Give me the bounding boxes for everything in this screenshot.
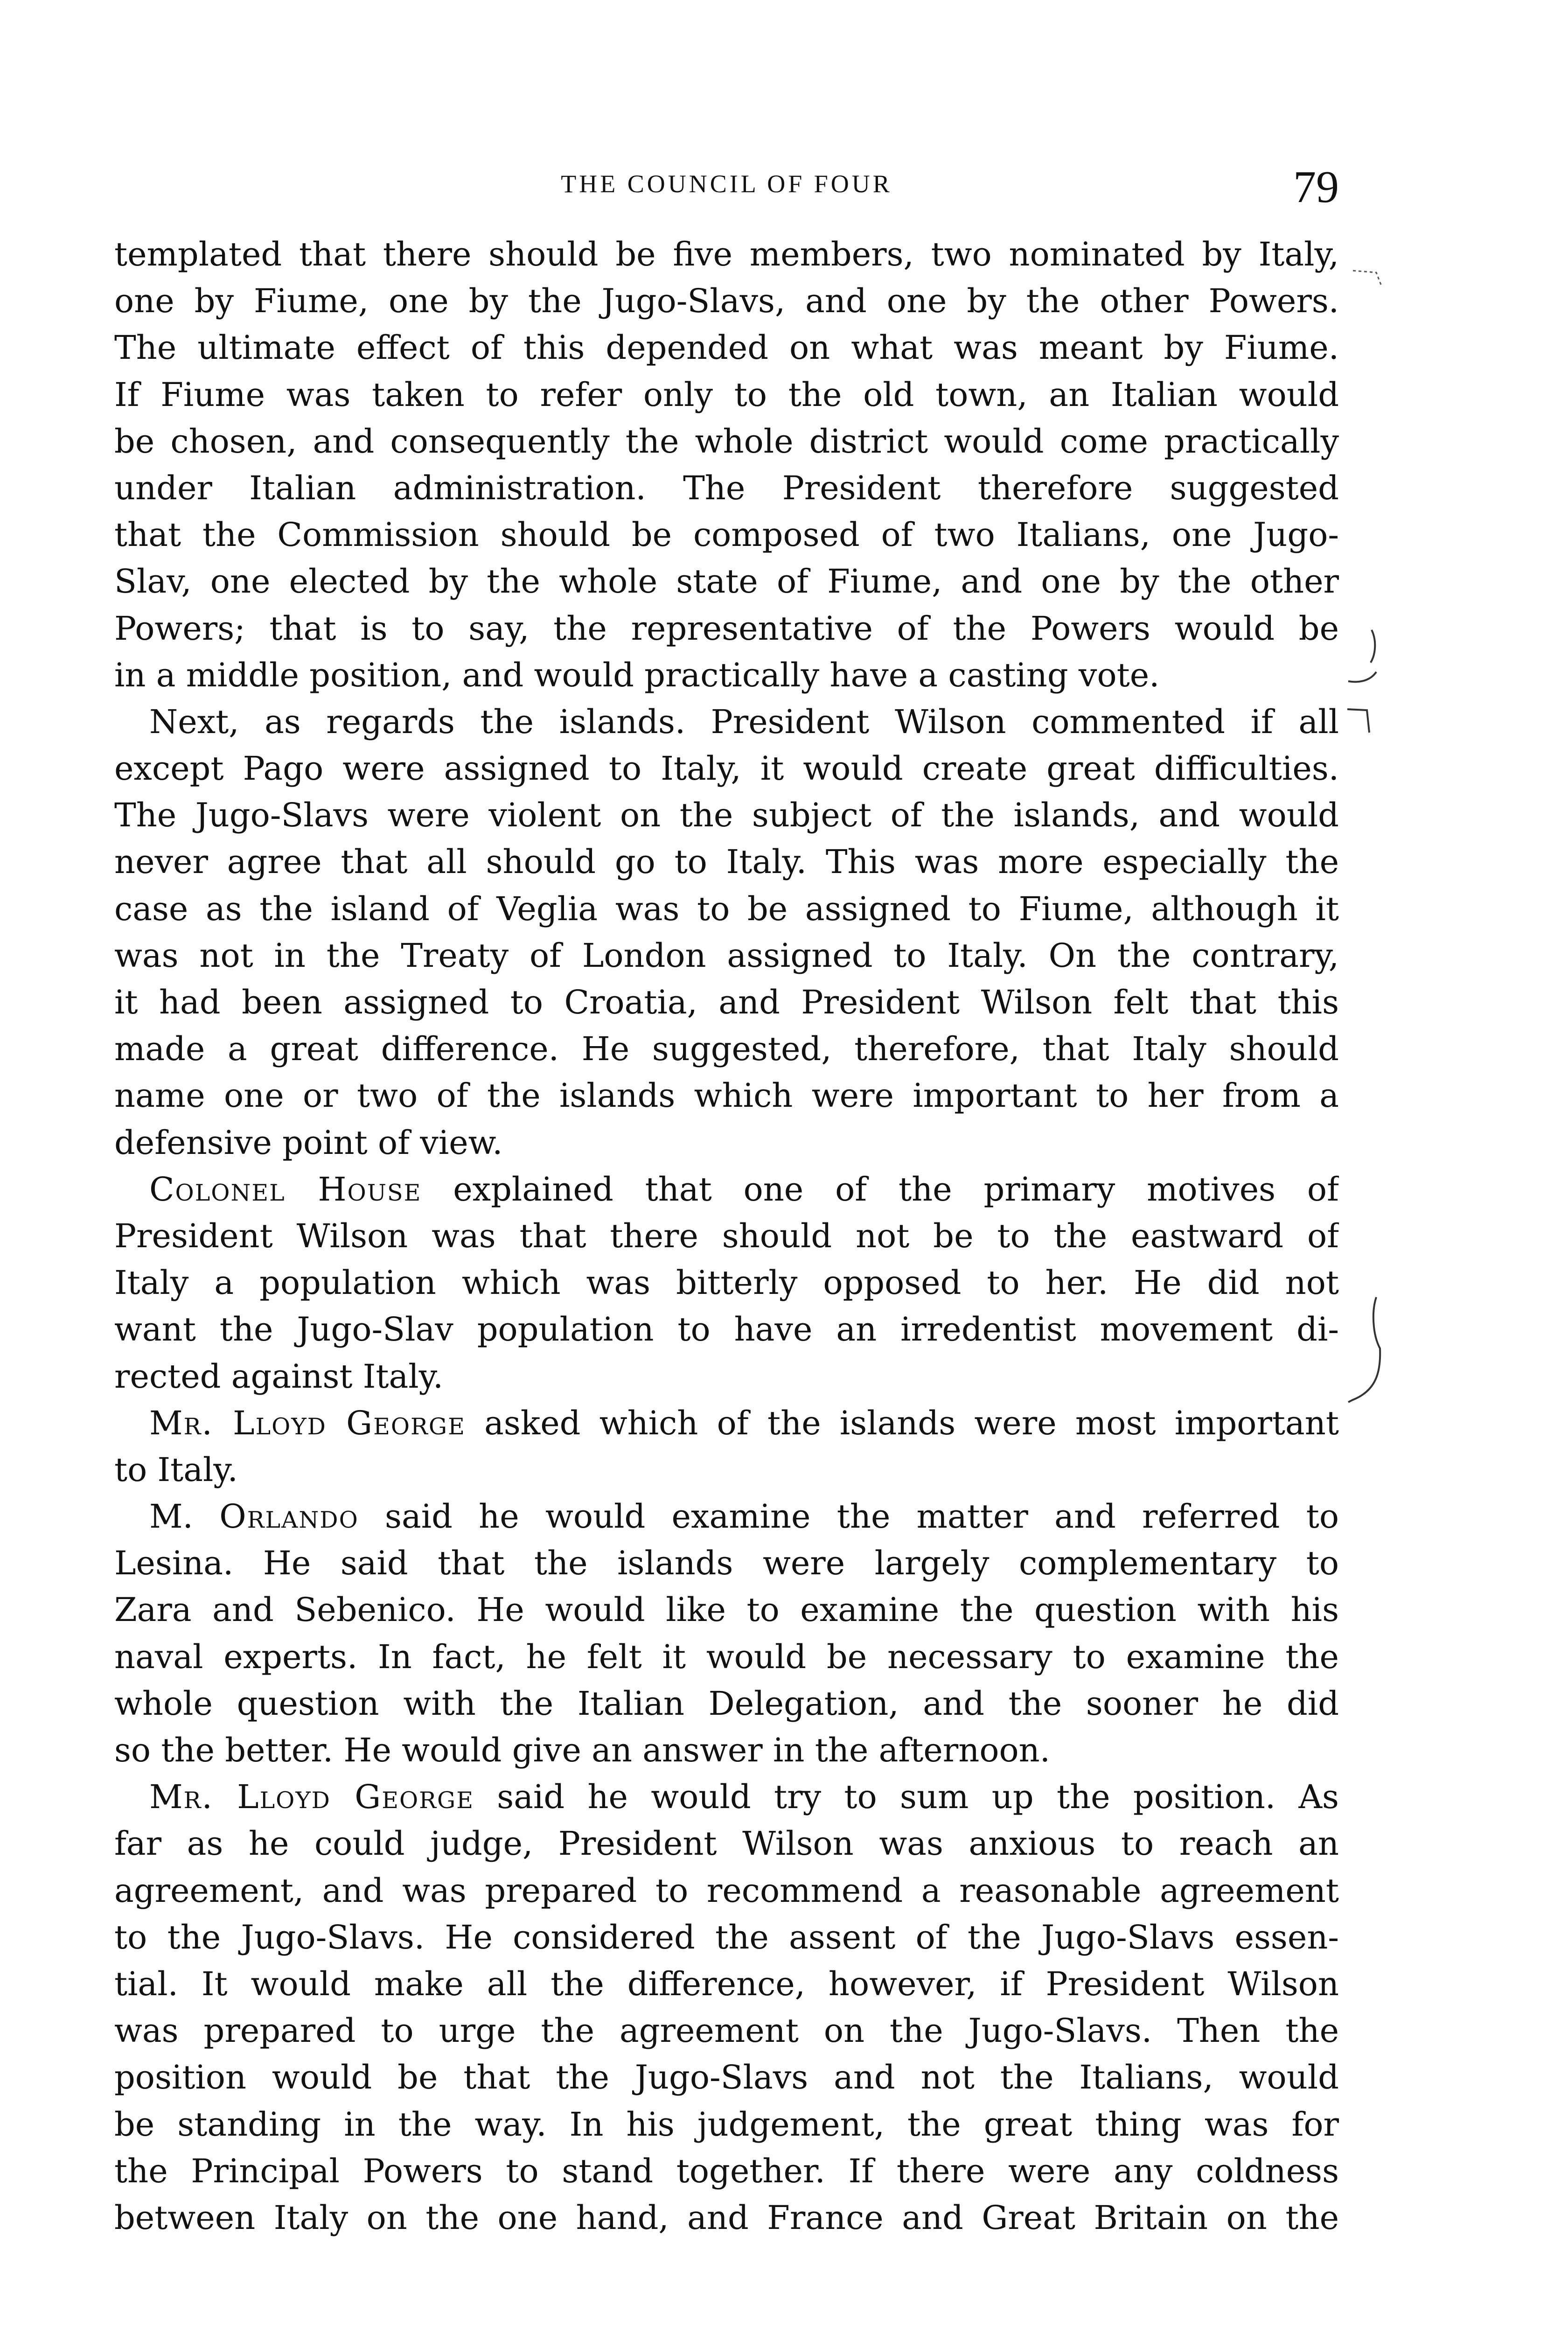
text-line: President Wilson was that there should not be to the eastward of bbox=[114, 1216, 1339, 1255]
text-line: defensive point of view. bbox=[114, 1123, 503, 1162]
text-line: far as he could judge, President Wilson was anxious to reach an bbox=[114, 1824, 1339, 1863]
text-line: under Italian administration. The President therefore suggested bbox=[114, 468, 1339, 507]
text-line: Italy a population which was bitterly opposed to her. He did not bbox=[114, 1264, 1339, 1302]
text-line: templated that there should be five members, two nominated by Italy, bbox=[114, 235, 1339, 273]
text-line: to the Jugo-Slavs. He considered the assent of the Jugo-Slavs essen- bbox=[114, 1918, 1339, 1956]
text-line: be standing in the way. In his judgement, the great thing was for bbox=[114, 2105, 1339, 2144]
speaker-name: Orlando bbox=[219, 1497, 359, 1536]
text-line: rected against Italy. bbox=[114, 1357, 444, 1396]
text-line: name one or two of the islands which were important to her from a bbox=[114, 1076, 1339, 1115]
speaker-name: Mr. Lloyd George bbox=[149, 1778, 474, 1816]
text-line: to Italy. bbox=[114, 1450, 238, 1489]
speaker-name: Colonel House bbox=[149, 1170, 422, 1208]
text-line: M. Orlando said he would examine the matter and referred to bbox=[149, 1497, 1339, 1536]
text-line: The ultimate effect of this depended on what was meant by Fiume. bbox=[114, 328, 1339, 367]
text-line: position would be that the Jugo-Slavs and not the Italians, would bbox=[114, 2058, 1339, 2097]
speaker-name: Mr. Lloyd George bbox=[149, 1404, 466, 1442]
text-line: one by Fiume, one by the Jugo-Slavs, and one by the other Powers. bbox=[114, 282, 1339, 321]
text-line: Mr. Lloyd George asked which of the islands were most important bbox=[149, 1404, 1339, 1442]
text-line: Next, as regards the islands. President Wilson commented if all bbox=[149, 702, 1339, 741]
text-line: was not in the Treaty of London assigned to Italy. On the contrary, bbox=[114, 936, 1339, 975]
page-number: 79 bbox=[1293, 162, 1339, 212]
text-line: Slav, one elected by the whole state of Fiume, and one by the other bbox=[114, 562, 1339, 601]
text-line: Zara and Sebenico. He would like to examine the question with his bbox=[114, 1591, 1339, 1629]
text-line: Powers; that is to say, the representative of the Powers would be bbox=[114, 609, 1339, 648]
text-line: want the Jugo-Slav population to have an irredentist movement di- bbox=[114, 1310, 1339, 1349]
body-text bbox=[114, 231, 1339, 2241]
text-line: case as the island of Veglia was to be assigned to Fiume, although it bbox=[114, 889, 1339, 928]
text-line: so the better. He would give an answer in the afternoon. bbox=[114, 1731, 1050, 1769]
pencil-bracket-mark bbox=[1347, 709, 1369, 733]
pencil-tick-mark bbox=[1353, 271, 1381, 285]
text-line: naval experts. In fact, he felt it would be necessary to examine the bbox=[114, 1637, 1339, 1676]
text-line: the Principal Powers to stand together. If there were any coldness bbox=[114, 2151, 1339, 2190]
text-line: never agree that all should go to Italy. This was more especially the bbox=[114, 843, 1339, 881]
text-line: that the Commission should be composed of two Italians, one Jugo- bbox=[114, 516, 1339, 554]
text-line: tial. It would make all the difference, however, if President Wilson bbox=[114, 1964, 1339, 2003]
margin-pencil-marks bbox=[1344, 261, 1418, 1456]
text-line: If Fiume was taken to refer only to the old town, an Italian would bbox=[114, 375, 1339, 414]
pencil-bracket-mark bbox=[1348, 1297, 1380, 1402]
page-header bbox=[114, 161, 1339, 212]
text-line: whole question with the Italian Delegation, and the sooner he did bbox=[114, 1684, 1339, 1723]
text-line: Mr. Lloyd George said he would try to sum up the position. As bbox=[149, 1778, 1339, 1816]
text-line: was prepared to urge the agreement on the Jugo-Slavs. Then the bbox=[114, 2012, 1339, 2050]
text-line: be chosen, and consequently the whole district would come practically bbox=[114, 422, 1339, 461]
text-line: between Italy on the one hand, and France and Great Britain on the bbox=[114, 2198, 1339, 2237]
text-line: it had been assigned to Croatia, and President Wilson felt that this bbox=[114, 983, 1339, 1021]
text-line: except Pago were assigned to Italy, it would create great difficulties. bbox=[114, 749, 1339, 788]
text-line: agreement, and was prepared to recommend a reasonable agreement bbox=[114, 1871, 1339, 1910]
text-line: Lesina. He said that the islands were largely complementary to bbox=[114, 1544, 1339, 1583]
text-line: The Jugo-Slavs were violent on the subject of the islands, and would bbox=[114, 796, 1339, 835]
text-line: Colonel House explained that one of the primary motives of bbox=[149, 1170, 1339, 1208]
running-head: THE COUNCIL OF FOUR bbox=[561, 170, 892, 198]
text-line: made a great difference. He suggested, therefore, that Italy should bbox=[114, 1030, 1339, 1069]
text-line: in a middle position, and would practically have a casting vote. bbox=[114, 656, 1160, 694]
pencil-bracket-mark bbox=[1348, 630, 1376, 682]
